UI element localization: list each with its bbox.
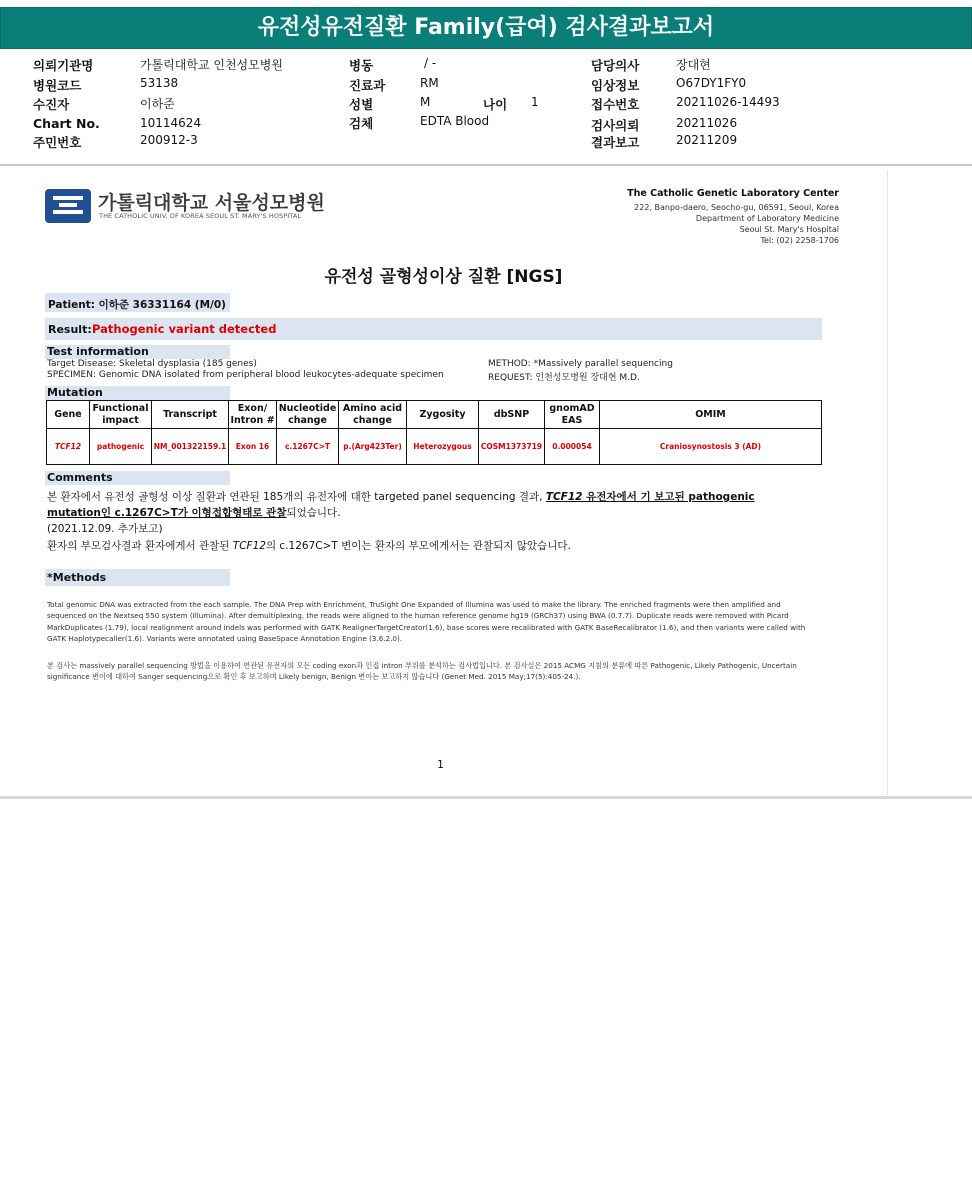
value-sex: M [420,95,431,109]
value-institution: 가톨릭대학교 인천성모병원 [140,58,283,72]
hospital-logo-text: 가톨릭대학교 서울성모병원 [98,192,325,214]
comment-line-2-text: 되었습니다. [286,507,341,519]
header-amino-acid-change: Amino acid change [339,401,407,429]
lab-name: The Catholic Genetic Laboratory Center [627,188,839,199]
hospital-logo-icon [45,189,91,223]
comment-line-3-text-b: 의 c.1267C>T 변이는 환자의 부모에게서는 관찰되지 않았습니다. [265,540,571,552]
patient-line: Patient: 이하준 36331164 (M/0) [48,299,226,311]
document-title: 유전성 골형성이상 질환 [NGS] [324,267,563,287]
page-bottom-divider [0,796,972,799]
value-resident-no: 200912-3 [140,133,198,147]
mutation-table [46,400,822,465]
lab-address: 222, Banpo-daero, Seocho-gu, 06591, Seoul, Korea [634,203,839,212]
comment-line-2 [47,505,341,520]
methods-paragraph-2: 본 검사는 massively parallel sequencing 방법을 이용하여 연관된 유전자의 모든 coding exon과 인접 intron 부위를 분석하는 검사법입니다. 본 검사실은 2015 ACMG 지침의 분류에 따른 Pathogenic, Likely Pathogenic, Uncertain significance 변이에 대하여 Sanger sequencing으로 확인 후 보고하며 Likely benign, Benign 변이는 보고하지 않습니다 (Genet Med. 2015 May;17(5):405-24.). [47,661,797,682]
value-age: 1 [531,95,539,109]
value-chart-no: 10114624 [140,116,202,130]
header-exon-intron: Exon/ Intron # [229,401,277,429]
label-ward: 병동 [349,58,374,73]
label-specimen: 검체 [349,116,374,131]
value-department: RM [420,76,439,90]
comment-gene-1: TCF12 [545,491,583,503]
target-disease: Target Disease: Skeletal dysplasia (185 genes) [47,359,257,369]
comments-heading: Comments [47,471,113,484]
cell-amino-acid-change: p.(Arg423Ter) [339,429,407,465]
value-specimen: EDTA Blood [420,114,490,128]
result-label: Result: [48,323,92,336]
cell-dbsnp: COSM1373719 [479,429,545,465]
label-patient: 수진자 [33,97,70,112]
comment-date: (2021.12.09. 추가보고) [47,523,163,535]
label-report-date: 결과보고 [591,135,640,150]
label-age: 나이 [483,97,508,112]
report-title-bar [0,7,972,49]
methods-heading: *Methods [47,571,107,584]
cell-exon-intron: Exon 16 [229,429,277,465]
cell-zygosity: Heterozygous [407,429,479,465]
cell-gene: TCF12 [47,429,90,465]
label-department: 진료과 [349,78,386,93]
value-request-date: 20211026 [676,116,738,130]
page-number: 1 [437,758,444,771]
cell-functional-impact: pathogenic [90,429,152,465]
header-zygosity: Zygosity [407,401,479,429]
value-patient: 이하준 [140,97,175,111]
cell-nucleotide-change: c.1267C>T [277,429,339,465]
comment-line-1 [47,489,755,504]
report-title: 유전성유전질환 Family(급여) 검사결과보고서 [257,15,715,40]
header-transcript: Transcript [152,401,229,429]
methods-paragraph-1: Total genomic DNA was extracted from the each sample. The DNA Prep with Enrichment, TruSight One Expanded of Illumina was used to make the library. The enriched fragments were then amplified and sequenced on the Nextseq 550 system (Illumina). After demultiplexing, the reads were aligned to the human reference genome hg19 (GRCh37) using BWA (0.7.7). Duplicate reads were removed with Picard MarkDuplicates (1.79), local realignment around indels was performed with GATK RealignerTargetCreator(1.6), base scores were recalibrated with GATK BaseRecalibrator (1.6), and then variants were called with GATK Haplotypecaller(1.6). Variants were annotated using BaseSpace Annotation Engine (3.6.2.0). [47,600,806,644]
lab-department: Department of Laboratory Medicine [695,214,839,223]
header-gene: Gene [47,401,90,429]
header-divider [0,164,972,166]
value-doctor: 장대현 [676,58,711,72]
header-omim: OMIM [600,401,822,429]
comment-line-2-emph: mutation인 c.1267C>T가 이형접합형태로 관찰 [47,507,287,519]
lab-phone: Tel: (02) 2258-1706 [760,236,839,245]
value-report-date: 20211209 [676,133,738,147]
header-functional-impact: Functional impact [90,401,152,429]
value-ward: / - [424,56,437,70]
test-info-heading: Test information [47,345,149,358]
label-request-date: 검사의뢰 [591,118,640,133]
value-clinical-info: O67DY1FY0 [676,76,747,90]
cell-gnomad-eas: 0.000054 [545,429,600,465]
method-line: METHOD: *Massively parallel sequencing [488,359,673,369]
value-hospital-code: 53138 [140,76,179,90]
comment-line-3 [47,538,571,553]
label-clinical-info: 임상정보 [591,78,640,93]
label-sex: 성별 [349,97,374,112]
header-nucleotide-change: Nucleotide change [277,401,339,429]
specimen-line: SPECIMEN: Genomic DNA isolated from peripheral blood leukocytes-adequate specimen [47,370,444,380]
comment-line-1-emph: 유전자에서 기 보고된 pathogenic [582,491,755,503]
table-row [47,429,822,465]
right-margin-panel [887,170,972,795]
cell-omim: Craniosynostosis 3 (AD) [600,429,822,465]
cell-transcript: NM_001322159.1 [152,429,229,465]
result-value: Pathogenic variant detected [92,322,277,336]
label-doctor: 담당의사 [591,58,640,73]
comment-line-1-text: 본 환자에서 유전성 골형성 이상 질환과 연관된 185개의 유전자에 대한 targeted panel sequencing 결과, [47,491,546,503]
header-gnomad-eas: gnomAD EAS [545,401,600,429]
header-dbsnp: dbSNP [479,401,545,429]
request-line: REQUEST: 인천성모병원 장대현 M.D. [488,373,640,383]
label-receipt-no: 접수번호 [591,97,640,112]
table-header-row [47,401,822,429]
patient-info-header [0,52,972,152]
comment-line-3-text-a: 환자의 부모검사결과 환자에게서 관찰된 [47,540,233,552]
comment-gene-2: TCF12 [232,540,266,552]
label-hospital-code: 병원코드 [33,78,82,93]
mutation-heading: Mutation [47,386,103,399]
label-resident-no: 주민번호 [33,135,82,150]
label-chart-no: Chart No. [33,116,100,131]
label-institution: 의뢰기관명 [33,58,94,73]
hospital-logo-subtext: THE CATHOLIC UNIV. OF KOREA SEOUL ST. MARY'S HOSPITAL [99,212,302,220]
value-receipt-no: 20211026-14493 [676,95,780,109]
lab-hospital: Seoul St. Mary's Hospital [739,225,839,234]
